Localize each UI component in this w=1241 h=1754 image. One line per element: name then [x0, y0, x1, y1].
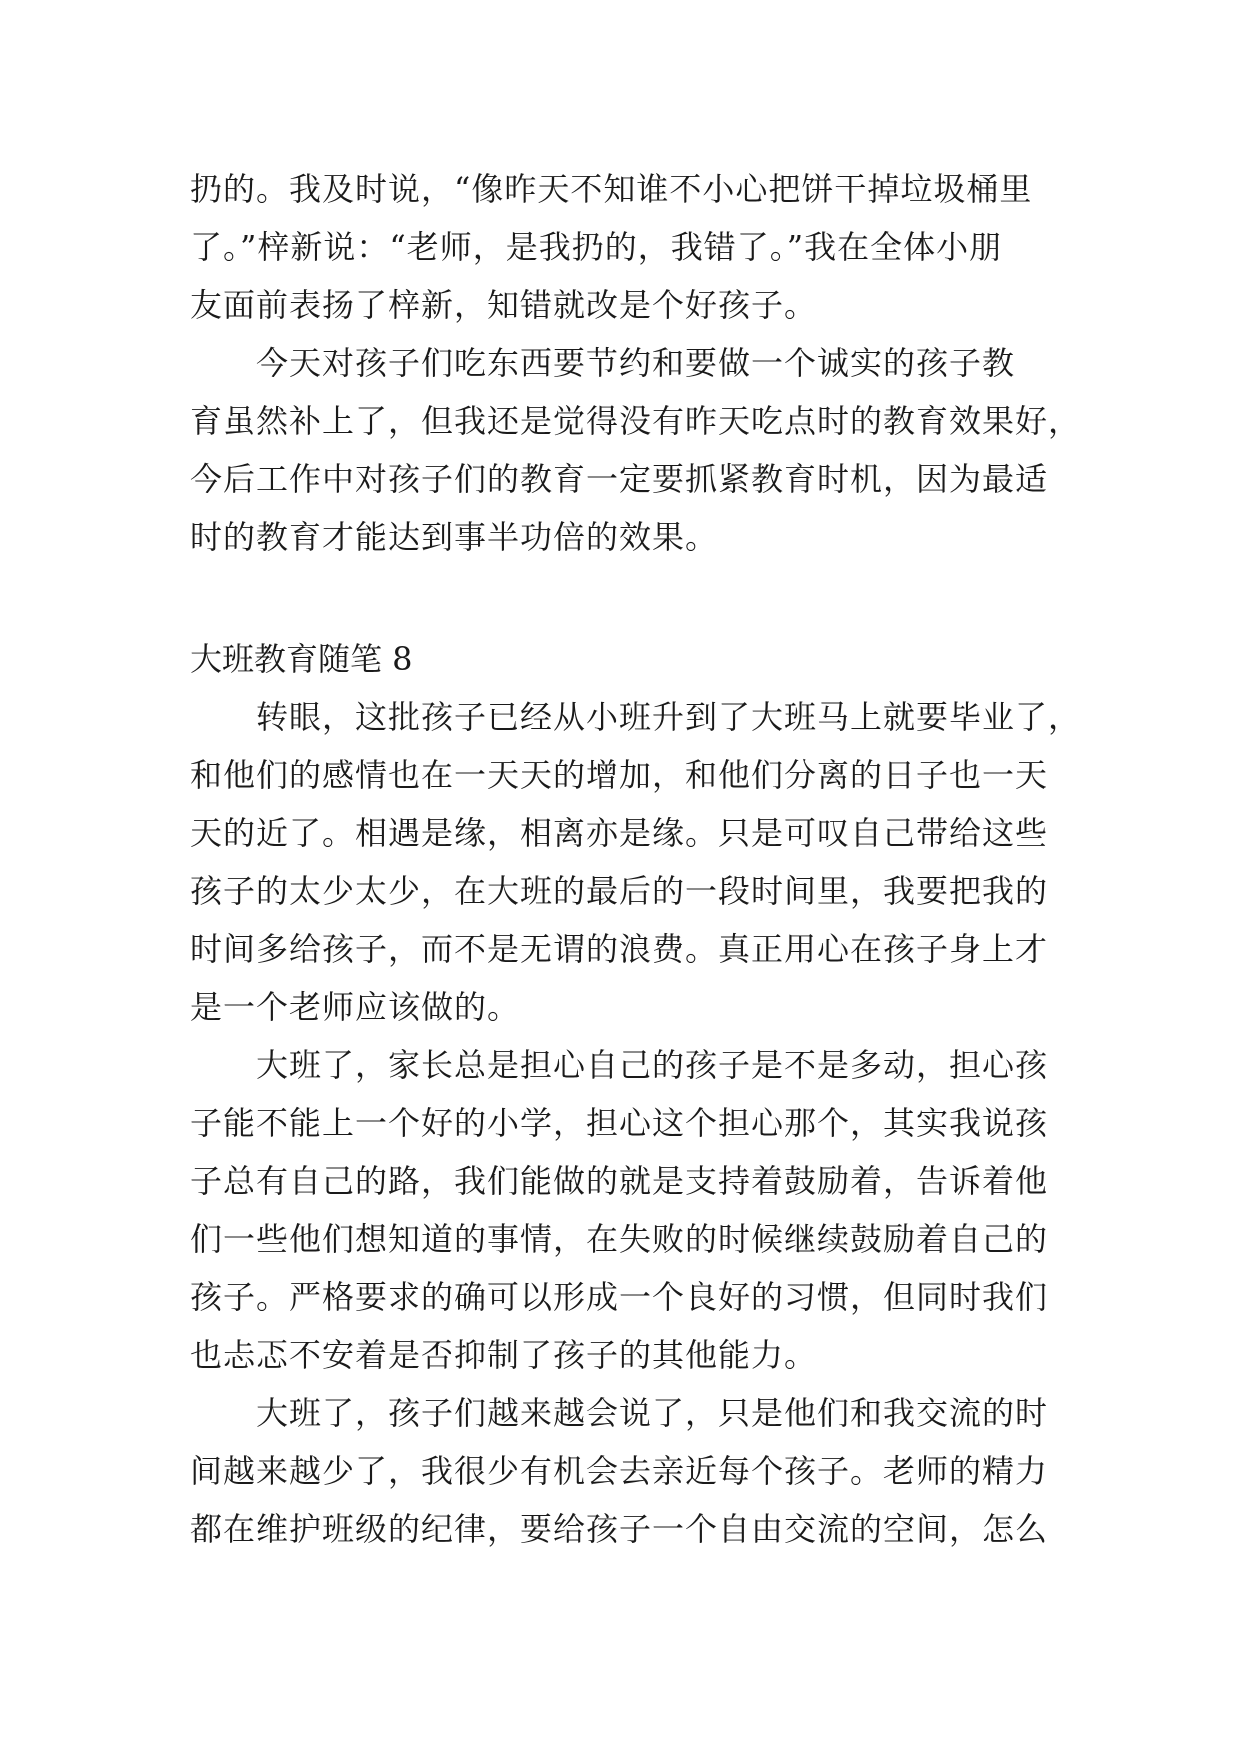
text-line: 间越来越少了，我很少有机会去亲近每个孩子。老师的精力	[190, 1452, 1049, 1490]
section-title: 大班教育随笔 8	[190, 640, 413, 678]
paragraph	[190, 1384, 1052, 1558]
text-line: 子能不能上一个好的小学，担心这个担心那个，其实我说孩	[190, 1104, 1049, 1142]
text-line: 们一些他们想知道的事情，在失败的时候继续鼓励着自己的	[190, 1220, 1049, 1258]
text-line: 扔的。我及时说，“像昨天不知谁不小心把饼干掉垃圾桶里	[190, 170, 1033, 208]
paragraph	[190, 160, 1052, 334]
text-line: 今天对孩子们吃东西要节约和要做一个诚实的孩子教	[256, 344, 1016, 382]
text-line: 今后工作中对孩子们的教育一定要抓紧教育时机，因为最适	[190, 460, 1049, 498]
text-line: 天的近了。相遇是缘，相离亦是缘。只是可叹自己带给这些	[190, 814, 1049, 852]
paragraph	[190, 334, 1082, 566]
text-line: 是一个老师应该做的。	[190, 988, 521, 1026]
text-line: 大班了，家长总是担心自己的孩子是不是多动，担心孩	[256, 1046, 1049, 1084]
paragraph	[190, 688, 1082, 1036]
text-line: 都在维护班级的纪律，要给孩子一个自由交流的空间，怎么	[190, 1510, 1049, 1548]
text-line: 孩子。严格要求的确可以形成一个良好的习惯，但同时我们	[190, 1278, 1049, 1316]
text-line: 转眼，这批孩子已经从小班升到了大班马上就要毕业了，	[256, 698, 1082, 736]
text-line: 和他们的感情也在一天天的增加，和他们分离的日子也一天	[190, 756, 1049, 794]
text-line: 子总有自己的路，我们能做的就是支持着鼓励着，告诉着他	[190, 1162, 1049, 1200]
section-spacer	[190, 566, 1052, 630]
text-line: 大班了，孩子们越来越会说了，只是他们和我交流的时	[256, 1394, 1049, 1432]
text-line: 育虽然补上了，但我还是觉得没有昨天吃点时的教育效果好，	[190, 402, 1082, 440]
paragraph	[190, 1036, 1052, 1384]
document-body	[190, 160, 1082, 1558]
text-line: 了。”梓新说：“老师，是我扔的，我错了。”我在全体小朋	[190, 228, 1003, 266]
text-line: 时的教育才能达到事半功倍的效果。	[190, 518, 719, 556]
text-line: 孩子的太少太少，在大班的最后的一段时间里，我要把我的	[190, 872, 1049, 910]
text-line: 时间多给孩子，而不是无谓的浪费。真正用心在孩子身上才	[190, 930, 1049, 968]
text-line: 也忐忑不安着是否抑制了孩子的其他能力。	[190, 1336, 818, 1374]
text-line: 友面前表扬了梓新，知错就改是个好孩子。	[190, 286, 818, 324]
